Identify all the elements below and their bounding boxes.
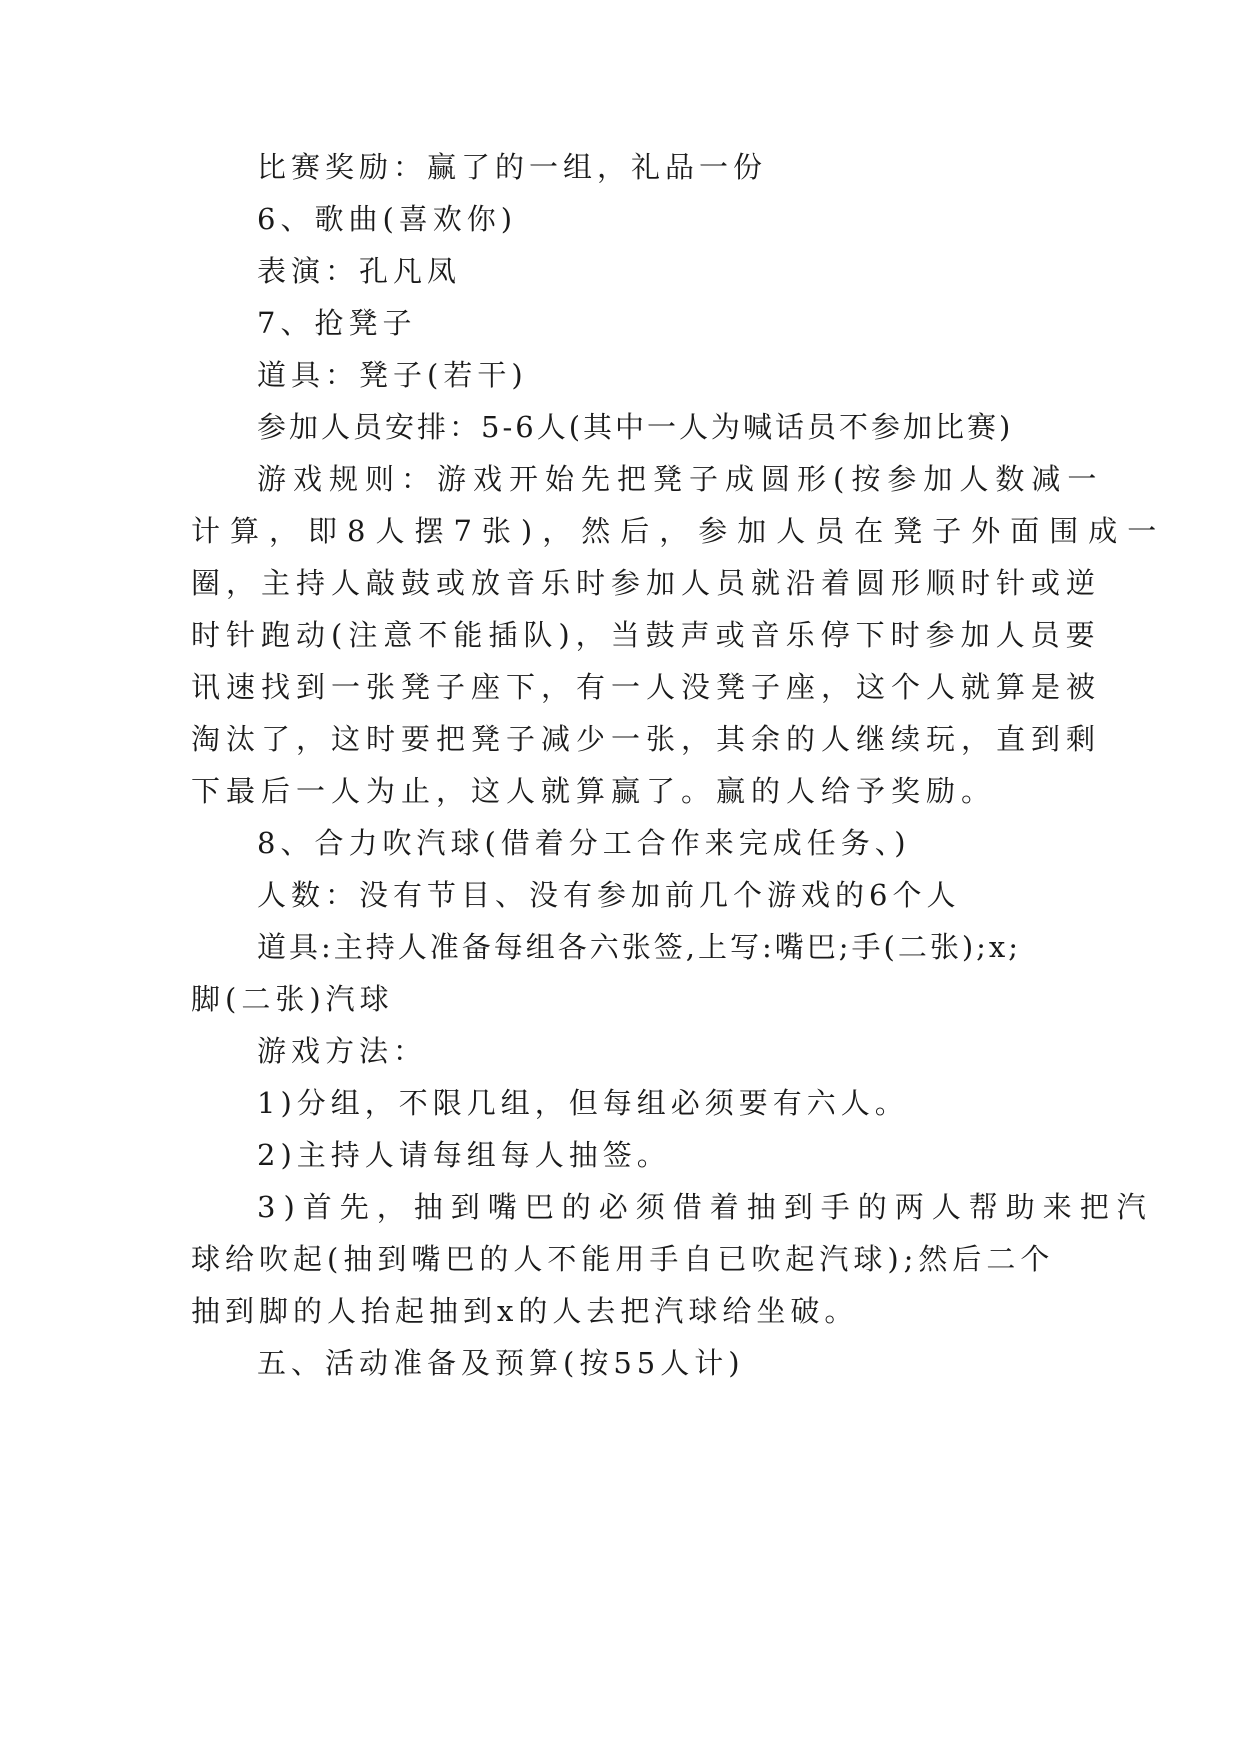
paragraph-line: 五、活动准备及预算(按55人计) xyxy=(257,1346,745,1380)
paragraph-line: 抽到脚的人抬起抽到x的人去把汽球给坐破。 xyxy=(191,1294,859,1328)
paragraph-line: 参加人员安排：5-6人(其中一人为喊话员不参加比赛) xyxy=(257,410,1014,444)
paragraph-line: 脚(二张)汽球 xyxy=(191,982,394,1016)
paragraph-line: 1)分组，不限几组，但每组必须要有六人。 xyxy=(257,1086,909,1120)
paragraph-line: 圈，主持人敲鼓或放音乐时参加人员就沿着圆形顺时针或逆 xyxy=(191,566,1102,600)
paragraph-line: 比赛奖励：赢了的一组，礼品一份 xyxy=(257,150,768,184)
paragraph-line: 游戏方法： xyxy=(257,1034,428,1068)
paragraph-line: 表演：孔凡凤 xyxy=(257,254,462,288)
paragraph-line: 7、抢凳子 xyxy=(257,306,417,340)
paragraph-line: 计算，即8人摆7张)，然后，参加人员在凳子外面围成一 xyxy=(191,514,1167,548)
paragraph-line: 球给吹起(抽到嘴巴的人不能用手自已吹起汽球);然后二个 xyxy=(191,1242,1055,1276)
paragraph-line: 道具：凳子(若干) xyxy=(257,358,528,392)
paragraph-line: 6、歌曲(喜欢你) xyxy=(257,202,518,236)
paragraph-line: 讯速找到一张凳子座下，有一人没凳子座，这个人就算是被 xyxy=(191,670,1102,704)
paragraph-line: 道具:主持人准备每组各六张签,上写:嘴巴;手(二张);x; xyxy=(257,930,1022,964)
paragraph-line: 时针跑动(注意不能插队)，当鼓声或音乐停下时参加人员要 xyxy=(191,618,1101,652)
paragraph-line: 淘汰了，这时要把凳子减少一张，其余的人继续玩，直到剩 xyxy=(191,722,1102,756)
paragraph-line: 2)主持人请每组每人抽签。 xyxy=(257,1138,671,1172)
paragraph-line: 8、合力吹汽球(借着分工合作来完成任务、) xyxy=(257,826,911,860)
paragraph-line: 游戏规则：游戏开始先把凳子成圆形(按参加人数减一 xyxy=(257,462,1104,496)
paragraph-line: 下最后一人为止，这人就算赢了。赢的人给予奖励。 xyxy=(191,774,997,808)
paragraph-line: 人数：没有节目、没有参加前几个游戏的6个人 xyxy=(257,878,961,912)
paragraph-line: 3)首先，抽到嘴巴的必须借着抽到手的两人帮助来把汽 xyxy=(257,1190,1154,1224)
